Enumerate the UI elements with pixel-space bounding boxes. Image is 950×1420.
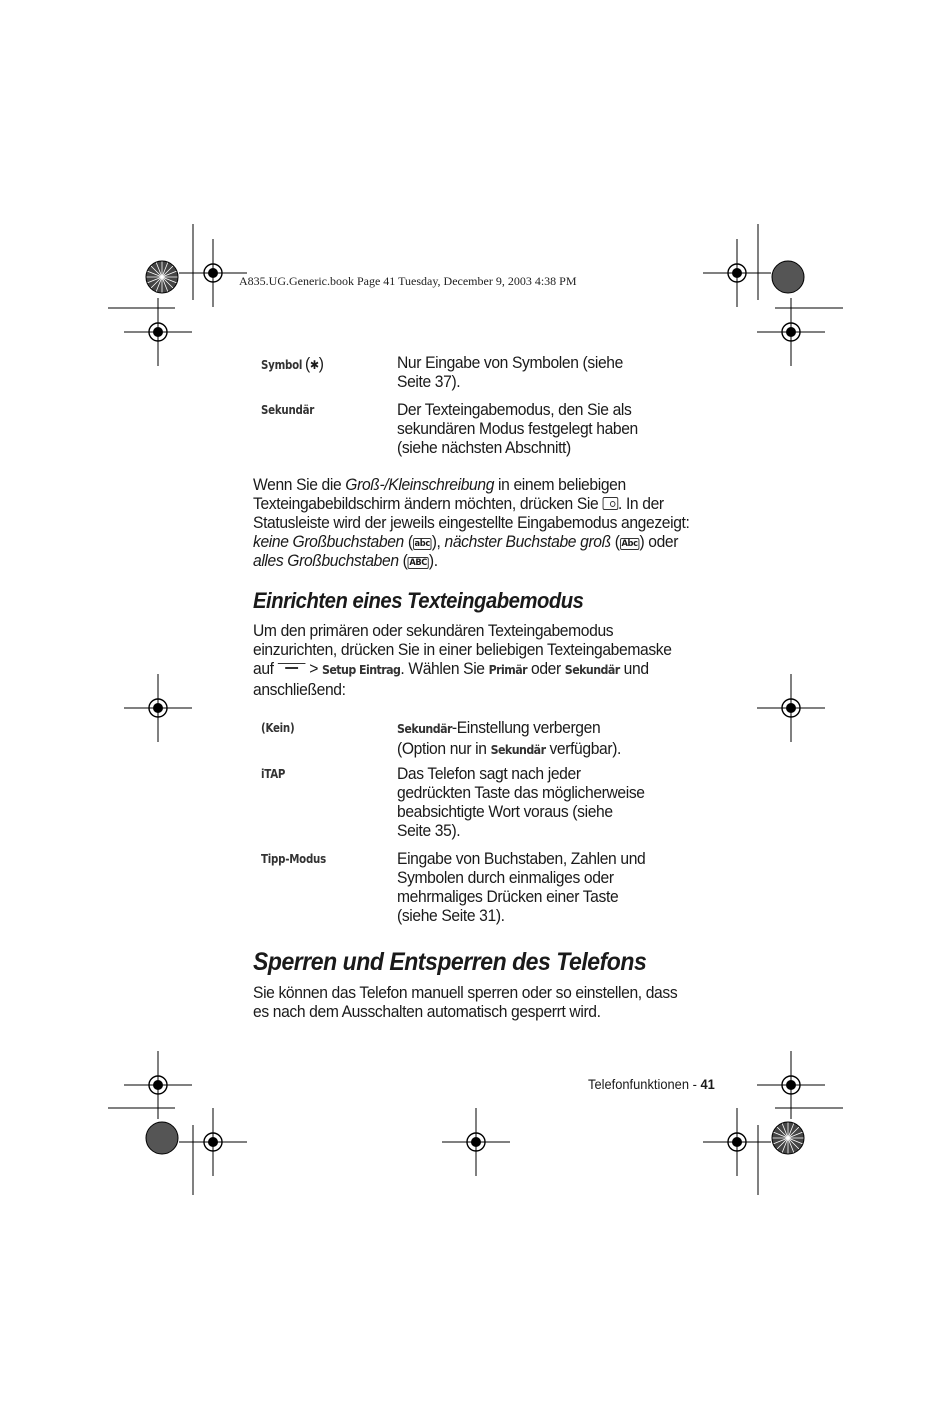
section-heading-texteingabemodus: Einrichten eines Texteingabemodus — [253, 588, 584, 613]
mode-desc-tipp-modus: Eingabe von Buchstaben, Zahlen und Symbolen durch einmaliges oder mehrmaliges Drücken einer Taste (siehe Seite 31). — [397, 849, 646, 925]
mode-term-sekundaer: Sekundär — [261, 402, 315, 417]
paragraph-setup-mode: Um den primären oder sekundären Texteingabemodus einzurichten, drücken Sie in einer beliebigen Texteingabemaske auf > Setup Eintrag. Wählen Sie Primär oder Sekundär und anschließend: — [253, 621, 672, 699]
desc-line: Nur Eingabe von Symbolen (siehe — [397, 353, 623, 372]
section-heading-sperren: Sperren und Entsperren des Telefons — [253, 948, 647, 976]
capitalize-mode-icon: Abc — [621, 539, 638, 549]
mode-term-itap: iTAP — [261, 766, 286, 781]
desc-line: sekundären Modus festgelegt haben — [397, 419, 638, 438]
menu-key-icon — [278, 663, 306, 674]
desc-line: Seite 37). — [397, 372, 461, 391]
mode-desc-kein: Sekundär-Einstellung verbergen (Option nur in Sekundär verfügbar). — [397, 718, 622, 758]
mode-desc-symbol — [397, 353, 623, 391]
option-primaer: Primär — [488, 663, 528, 677]
mode-term-tipp-modus: Tipp-Modus — [261, 851, 326, 866]
page-footer — [588, 1076, 715, 1092]
print-header: A835.UG.Generic.book Page 41 Tuesday, December 9, 2003 4:38 PM — [239, 274, 577, 288]
mode-term-kein: (Kein) — [261, 720, 295, 735]
paragraph-lock-phone: Sie können das Telefon manuell sperren oder so einstellen, dass es nach dem Ausschalten automatisch gesperrt wird. — [253, 983, 678, 1021]
lowercase-mode-icon: abc — [414, 539, 430, 549]
mode-desc-itap: Das Telefon sagt nach jeder gedrückten Taste das möglicherweise beabsichtigte Wort voraus (siehe Seite 35). — [397, 764, 645, 840]
desc-line: (siehe nächsten Abschnitt) — [397, 438, 571, 457]
mode-term-symbol: Symbol (✱) — [261, 354, 324, 373]
paragraph-case-change: Wenn Sie die Groß-/Kleinschreibung in einem beliebigen Texteingabebildschirm ändern möchten, drücken Sie . In der Statusleiste wird der jeweils eingestellte Eingabemodus angezeigt: keine Großbuchstaben ( abc ), nächster Buchstabe groß ( Abc ) oder alles Großbuchstaben ( ABC ). — [253, 475, 690, 570]
footer-section-label: Telefonfunktionen - — [588, 1076, 701, 1092]
uppercase-mode-icon: ABC — [409, 558, 428, 568]
desc-line: Der Texteingabemodus, den Sie als — [397, 400, 632, 419]
mode-desc-sekundaer — [397, 400, 638, 457]
page-number: 41 — [700, 1076, 715, 1092]
menu-item-setup-eintrag: Setup Eintrag — [321, 663, 401, 677]
mode-term-label: Symbol — [261, 357, 303, 372]
case-key-icon — [602, 497, 618, 510]
symbol-mode-icon: ✱ — [310, 358, 319, 372]
option-sekundaer: Sekundär — [564, 663, 620, 677]
